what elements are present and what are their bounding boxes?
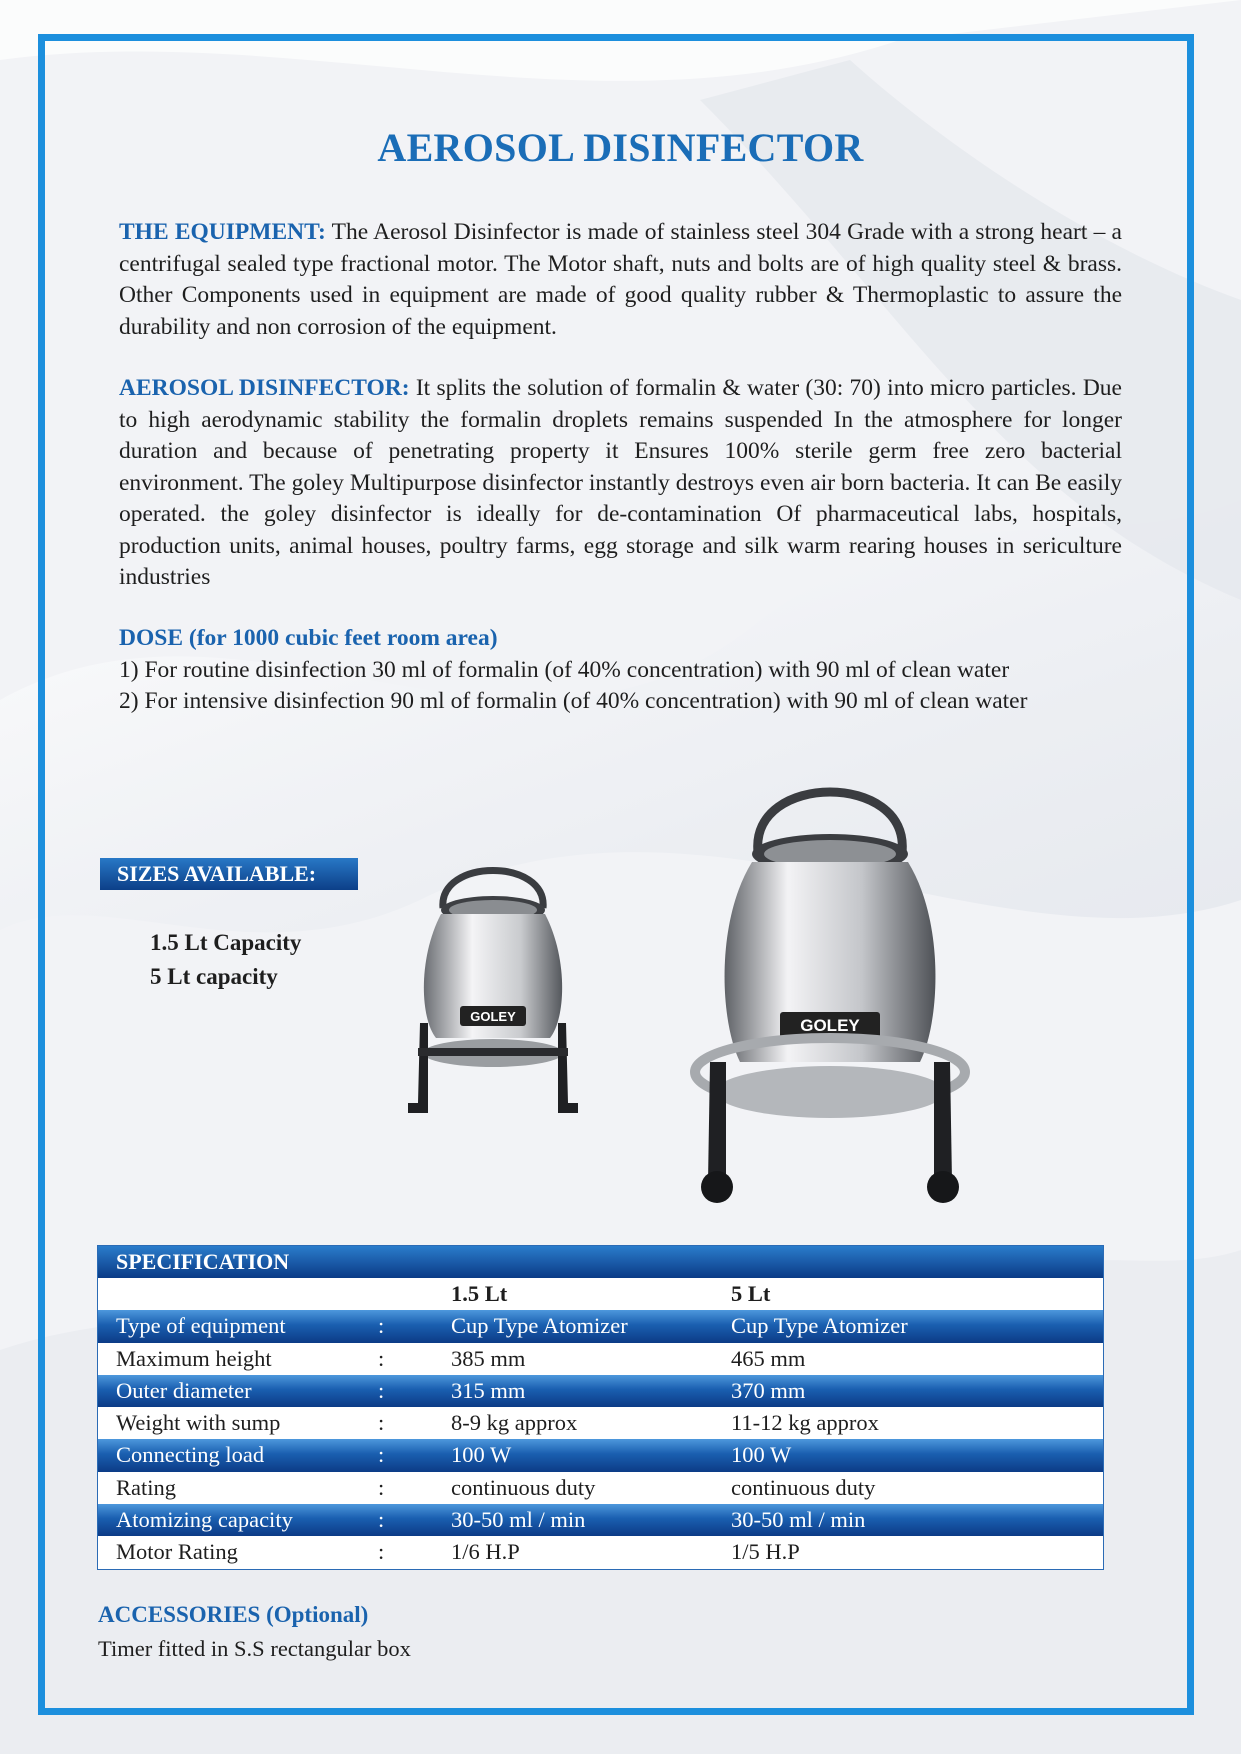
aerosol-lead: AEROSOL DISINFECTOR: [119, 375, 410, 401]
sizes-list [150, 926, 301, 994]
specification-table [97, 1245, 1104, 1570]
page-title: AEROSOL DISINFECTOR [377, 125, 864, 170]
table-row: Motor Rating : 1/6 H.P 1/5 H.P [98, 1536, 1103, 1568]
table-row: Connecting load : 100 W 100 W [98, 1439, 1103, 1471]
size-item: 5 Lt capacity [150, 964, 278, 989]
spec-heading: SPECIFICATION [98, 1246, 1103, 1278]
equipment-lead: THE EQUIPMENT: [119, 219, 326, 245]
accessories-heading: ACCESSORIES (Optional) [98, 1602, 369, 1627]
dose-line-intensive: 2) For intensive disinfection 90 ml of formalin (of 40% concentration) with 90 ml of clean water [119, 688, 1028, 714]
spec-col-small: 1.5 Lt [451, 1281, 508, 1306]
aerosol-paragraph [119, 373, 1122, 594]
aerosol-text: It splits the solution of formalin & water (30: 70) into micro particles. Due to high aerodynamic stability the formalin droplets remains suspended In the atmosphere for longer duration and because of penetrating property it Ensures 100% sterile germ free zero bacterial environment. The goley Multipurpose disinfector instantly destroys even air born bacteria. It can Be easily operated. the goley disinfector is ideally for de-contamination Of pharmaceutical labs, hospitals, production units, animal houses, poultry farms, egg storage and silk warm rearing houses in sericulture industries [119, 375, 1122, 590]
product-image-large [680, 762, 980, 1222]
dose-heading: DOSE (for 1000 cubic feet room area) [119, 625, 498, 651]
brand-label: GOLEY [800, 1016, 860, 1035]
spec-header-row [98, 1278, 1103, 1310]
accessories-text: Timer fitted in S.S rectangular box [98, 1636, 411, 1661]
sizes-heading: SIZES AVAILABLE: [100, 858, 358, 890]
table-row: Maximum height : 385 mm 465 mm [98, 1343, 1103, 1375]
table-row: Atomizing capacity : 30-50 ml / min 30-50 ml / min [98, 1504, 1103, 1536]
dose-section [119, 623, 1122, 718]
brand-label: GOLEY [470, 1009, 516, 1024]
dose-line-routine: 1) For routine disinfection 30 ml of formalin (of 40% concentration) with 90 ml of clean water [119, 656, 1010, 683]
size-item: 1.5 Lt Capacity [150, 930, 302, 955]
product-image-small [398, 848, 588, 1118]
table-row: Rating : continuous duty continuous duty [98, 1472, 1103, 1504]
table-row: Type of equipment : Cup Type Atomizer Cup Type Atomizer [98, 1310, 1103, 1342]
spec-col-large: 5 Lt [731, 1281, 771, 1306]
table-row: Weight with sump : 8-9 kg approx 11-12 kg approx [98, 1407, 1103, 1439]
equipment-paragraph [119, 217, 1122, 343]
table-row: Outer diameter : 315 mm 370 mm [98, 1375, 1103, 1407]
equipment-text: The Aerosol Disinfector is made of stainless steel 304 Grade with a strong heart – a centrifugal sealed type fractional motor. The Motor shaft, nuts and bolts are of high quality steel & brass. Other Components used in equipment are made of good quality rubber & Thermoplastic to assure the durability and non corrosion of the equipment. [119, 219, 1122, 340]
